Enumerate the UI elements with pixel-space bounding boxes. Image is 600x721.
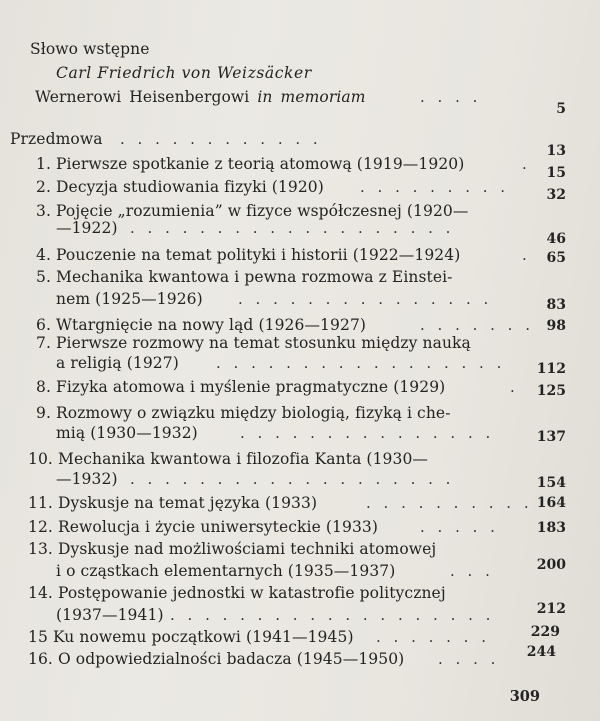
chapter-12-title: 12. Rewolucja i życie uniwersyteckie (1933) bbox=[28, 518, 379, 536]
chapter-8-title: 8. Fizyka atomowa i myślenie pragmatyczne (1929) bbox=[36, 378, 446, 396]
foreword-leader-dots: . . . . bbox=[420, 88, 482, 106]
preface-page-number: 13 bbox=[546, 143, 566, 159]
chapter-11-title: 11. Dyskusje na temat języka (1933) bbox=[28, 494, 318, 512]
chapter-15-dots: . . . . . . . bbox=[376, 628, 490, 646]
chapter-5-title-line2: nem (1925—1926) bbox=[56, 290, 203, 308]
chapter-16-title: 16. O odpowiedzialności badacza (1945—1950) bbox=[28, 650, 405, 668]
foreword-page-number: 5 bbox=[556, 101, 566, 117]
chapter-3-title-line2: —1922) bbox=[56, 219, 118, 237]
dedication-italic: in memoriam bbox=[257, 88, 366, 106]
chapter-14-title-line2: (1937—1941) bbox=[56, 606, 164, 624]
foreword-dedication bbox=[35, 88, 366, 106]
chapter-8-dots: . bbox=[510, 378, 519, 396]
chapter-16-page: 244 bbox=[526, 644, 556, 660]
dedication-main: Wernerowi Heisenbergowi bbox=[35, 88, 250, 106]
chapter-11-dots: . . . . . . . . . . bbox=[366, 494, 533, 512]
chapter-1-page: 15 bbox=[546, 165, 566, 181]
chapter-14-dots: . . . . . . . . . . . . . . . . . . . bbox=[170, 606, 495, 624]
chapter-3-title-line1: 3. Pojęcie „rozumienia” w fizyce współczesnej (1920— bbox=[36, 202, 469, 220]
chapter-12-dots: . . . . . bbox=[420, 518, 499, 536]
chapter-15-title: 15 Ku nowemu początkowi (1941—1945) bbox=[28, 628, 354, 646]
chapter-11-page: 164 bbox=[536, 495, 566, 511]
chapter-14-title-line1: 14. Postępowanie jednostki w katastrofie politycznej bbox=[28, 584, 446, 602]
chapter-7-page: 112 bbox=[536, 361, 566, 377]
page-number: 309 bbox=[509, 688, 540, 705]
chapter-6-dots: . . . . . . . bbox=[420, 316, 534, 334]
chapter-2-page: 32 bbox=[546, 187, 566, 203]
chapter-4-dots: . bbox=[522, 246, 531, 264]
chapter-5-dots: . . . . . . . . . . . . . . . bbox=[238, 290, 493, 308]
chapter-10-dots: . . . . . . . . . . . . . . . . . . . bbox=[130, 470, 455, 488]
chapter-5-page: 83 bbox=[546, 297, 566, 313]
chapter-7-title-line2: a religią (1927) bbox=[56, 354, 179, 372]
chapter-16-dots: . . . . bbox=[438, 650, 500, 668]
chapter-1-dots: . bbox=[522, 155, 531, 173]
chapter-10-page: 154 bbox=[536, 475, 566, 491]
chapter-6-title: 6. Wtargnięcie na nowy ląd (1926—1927) bbox=[36, 316, 367, 334]
preface-leader-dots: . . . . . . . . . . . . bbox=[120, 130, 322, 148]
chapter-10-title-line1: 10. Mechanika kwantowa i filozofia Kanta (1930— bbox=[28, 450, 429, 468]
chapter-4-title: 4. Pouczenie na temat polityki i historii (1922—1924) bbox=[36, 246, 461, 264]
preface-title: Przedmowa bbox=[10, 130, 103, 148]
chapter-7-dots: . . . . . . . . . . . . . . . . . bbox=[216, 354, 506, 372]
chapter-5-title-line1: 5. Mechanika kwantowa i pewna rozmowa z Einstei- bbox=[36, 268, 453, 286]
foreword-title: Słowo wstępne bbox=[30, 40, 150, 58]
chapter-3-dots: . . . . . . . . . . . . . . . . . . . bbox=[130, 219, 455, 237]
chapter-9-page: 137 bbox=[536, 429, 566, 445]
chapter-9-title-line1: 9. Rozmowy o związku między biologią, fizyką i che- bbox=[36, 404, 451, 422]
chapter-12-page: 183 bbox=[536, 520, 566, 536]
chapter-15-page: 229 bbox=[530, 624, 560, 640]
chapter-4-page: 65 bbox=[546, 250, 566, 266]
chapter-7-title-line1: 7. Pierwsze rozmowy na temat stosunku między nauką bbox=[36, 334, 471, 352]
chapter-9-title-line2: mią (1930—1932) bbox=[56, 424, 198, 442]
chapter-10-title-line2: —1932) bbox=[56, 470, 118, 488]
chapter-2-dots: . . . . . . . . . bbox=[360, 178, 510, 196]
chapter-6-page: 98 bbox=[546, 318, 566, 334]
chapter-2-title: 2. Decyzja studiowania fizyki (1920) bbox=[36, 178, 324, 196]
chapter-3-page: 46 bbox=[546, 231, 566, 247]
chapter-8-page: 125 bbox=[536, 383, 566, 399]
chapter-13-title-line1: 13. Dyskusje nad możliwościami techniki atomowej bbox=[28, 540, 437, 558]
chapter-1-title: 1. Pierwsze spotkanie z teorią atomową (1919—1920) bbox=[36, 155, 465, 173]
chapter-13-dots: . . . bbox=[450, 562, 494, 580]
chapter-13-page: 200 bbox=[536, 557, 566, 573]
chapter-13-title-line2: i o cząstkach elementarnych (1935—1937) bbox=[56, 562, 396, 580]
chapter-9-dots: . . . . . . . . . . . . . . . bbox=[240, 424, 495, 442]
chapter-14-page: 212 bbox=[536, 601, 566, 617]
foreword-author: Carl Friedrich von Weizsäcker bbox=[56, 64, 312, 82]
